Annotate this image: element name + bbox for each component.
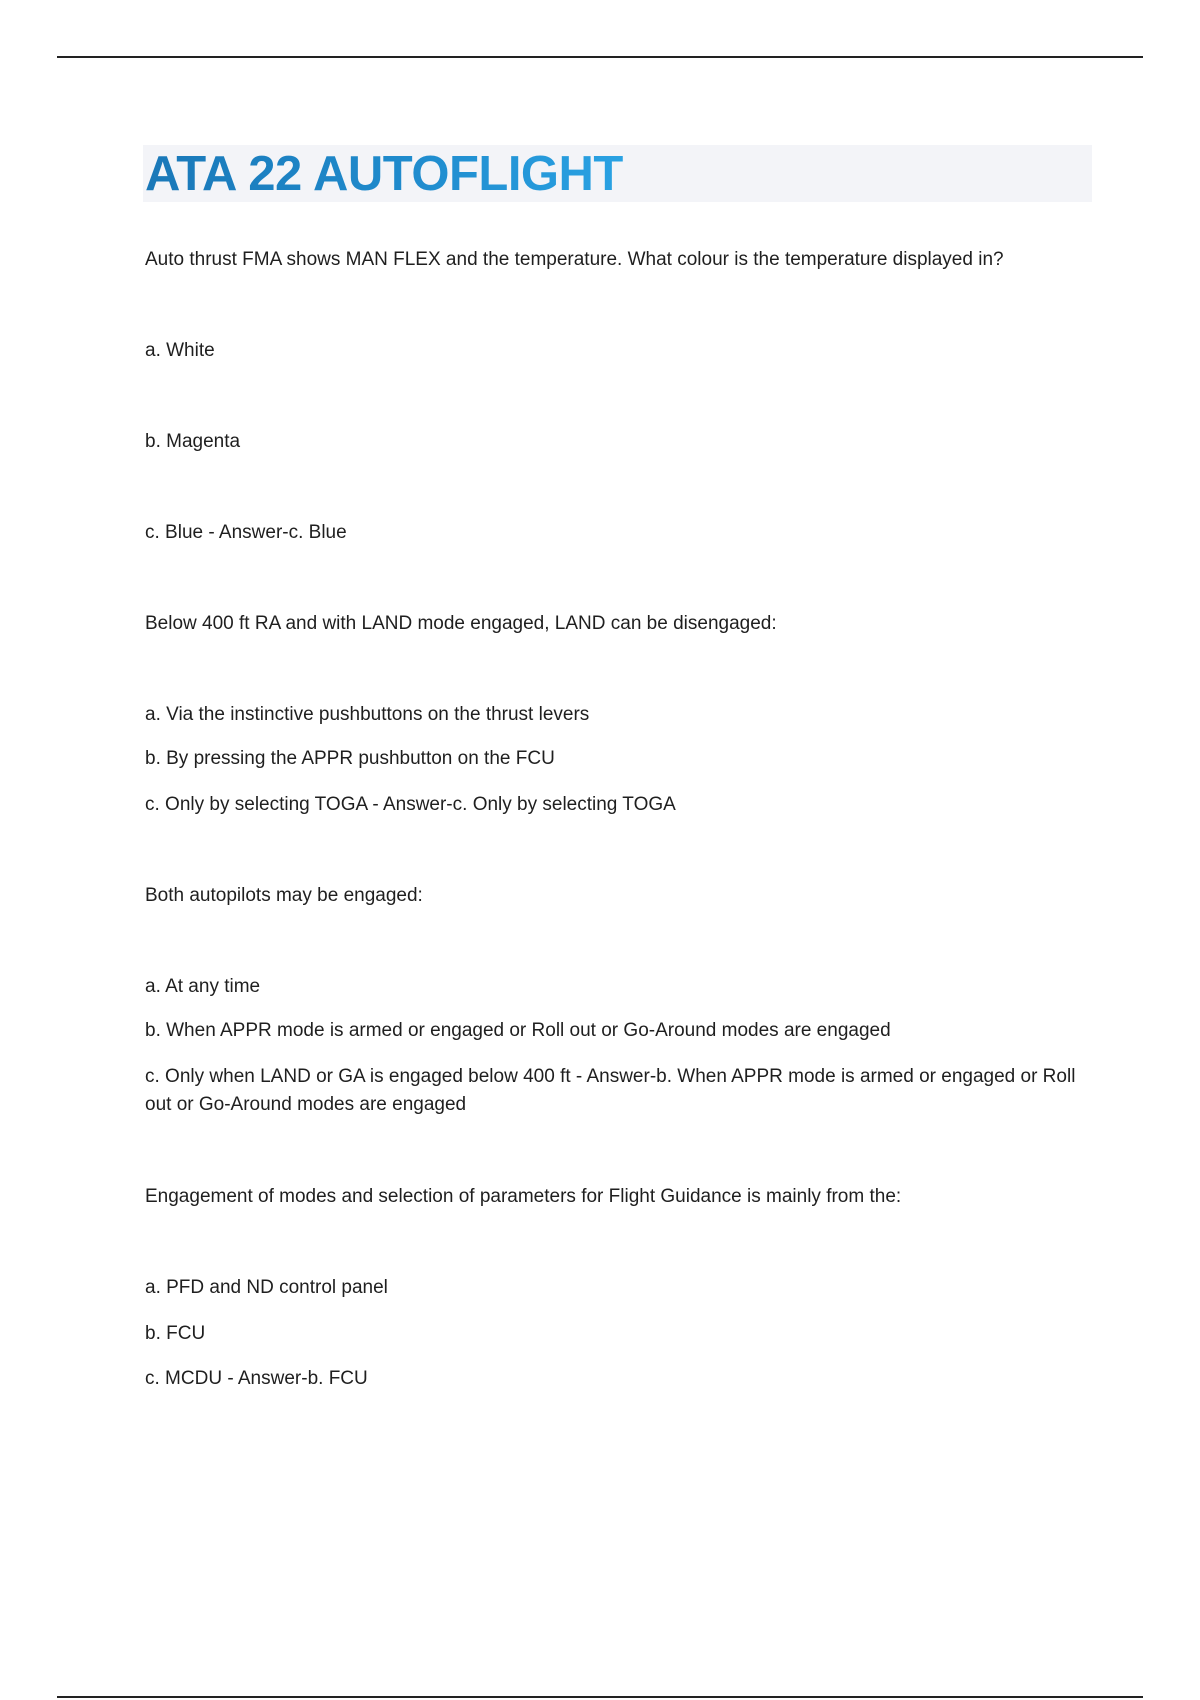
question-4-option-c: c. MCDU - Answer-b. FCU — [145, 1368, 368, 1389]
question-3-option-a: a. At any time — [145, 976, 261, 997]
question-2-option-b: b. By pressing the APPR pushbutton on the FCU — [145, 748, 555, 769]
question-2-prompt: Below 400 ft RA and with LAND mode engaged, LAND can be disengaged: — [145, 613, 777, 634]
question-3-prompt: Both autopilots may be engaged: — [145, 885, 423, 906]
question-3-option-c: c. Only when LAND or GA is engaged below 400 ft - Answer-b. When APPR mode is armed or engaged or Roll out or Go-Around modes are engaged — [145, 1066, 1076, 1115]
question-2-option-a: a. Via the instinctive pushbuttons on the thrust levers — [145, 704, 590, 725]
question-1-prompt: Auto thrust FMA shows MAN FLEX and the temperature. What colour is the temperature displayed in? — [145, 249, 1004, 270]
bottom-rule — [57, 1696, 1143, 1698]
question-2-option-c: c. Only by selecting TOGA - Answer-c. Only by selecting TOGA — [145, 794, 676, 815]
question-1-option-c: c. Blue - Answer-c. Blue — [145, 522, 347, 543]
question-4-prompt: Engagement of modes and selection of parameters for Flight Guidance is mainly from the: — [145, 1186, 902, 1207]
question-4-option-a: a. PFD and ND control panel — [145, 1277, 388, 1298]
question-1-option-a: a. White — [145, 340, 215, 361]
question-4-option-b: b. FCU — [145, 1323, 206, 1344]
question-1-option-b: b. Magenta — [145, 431, 241, 452]
top-rule — [57, 56, 1143, 58]
document-title: ATA 22 AUTOFLIGHT — [145, 147, 623, 201]
question-3-option-b: b. When APPR mode is armed or engaged or Roll out or Go-Around modes are engaged — [145, 1020, 891, 1041]
